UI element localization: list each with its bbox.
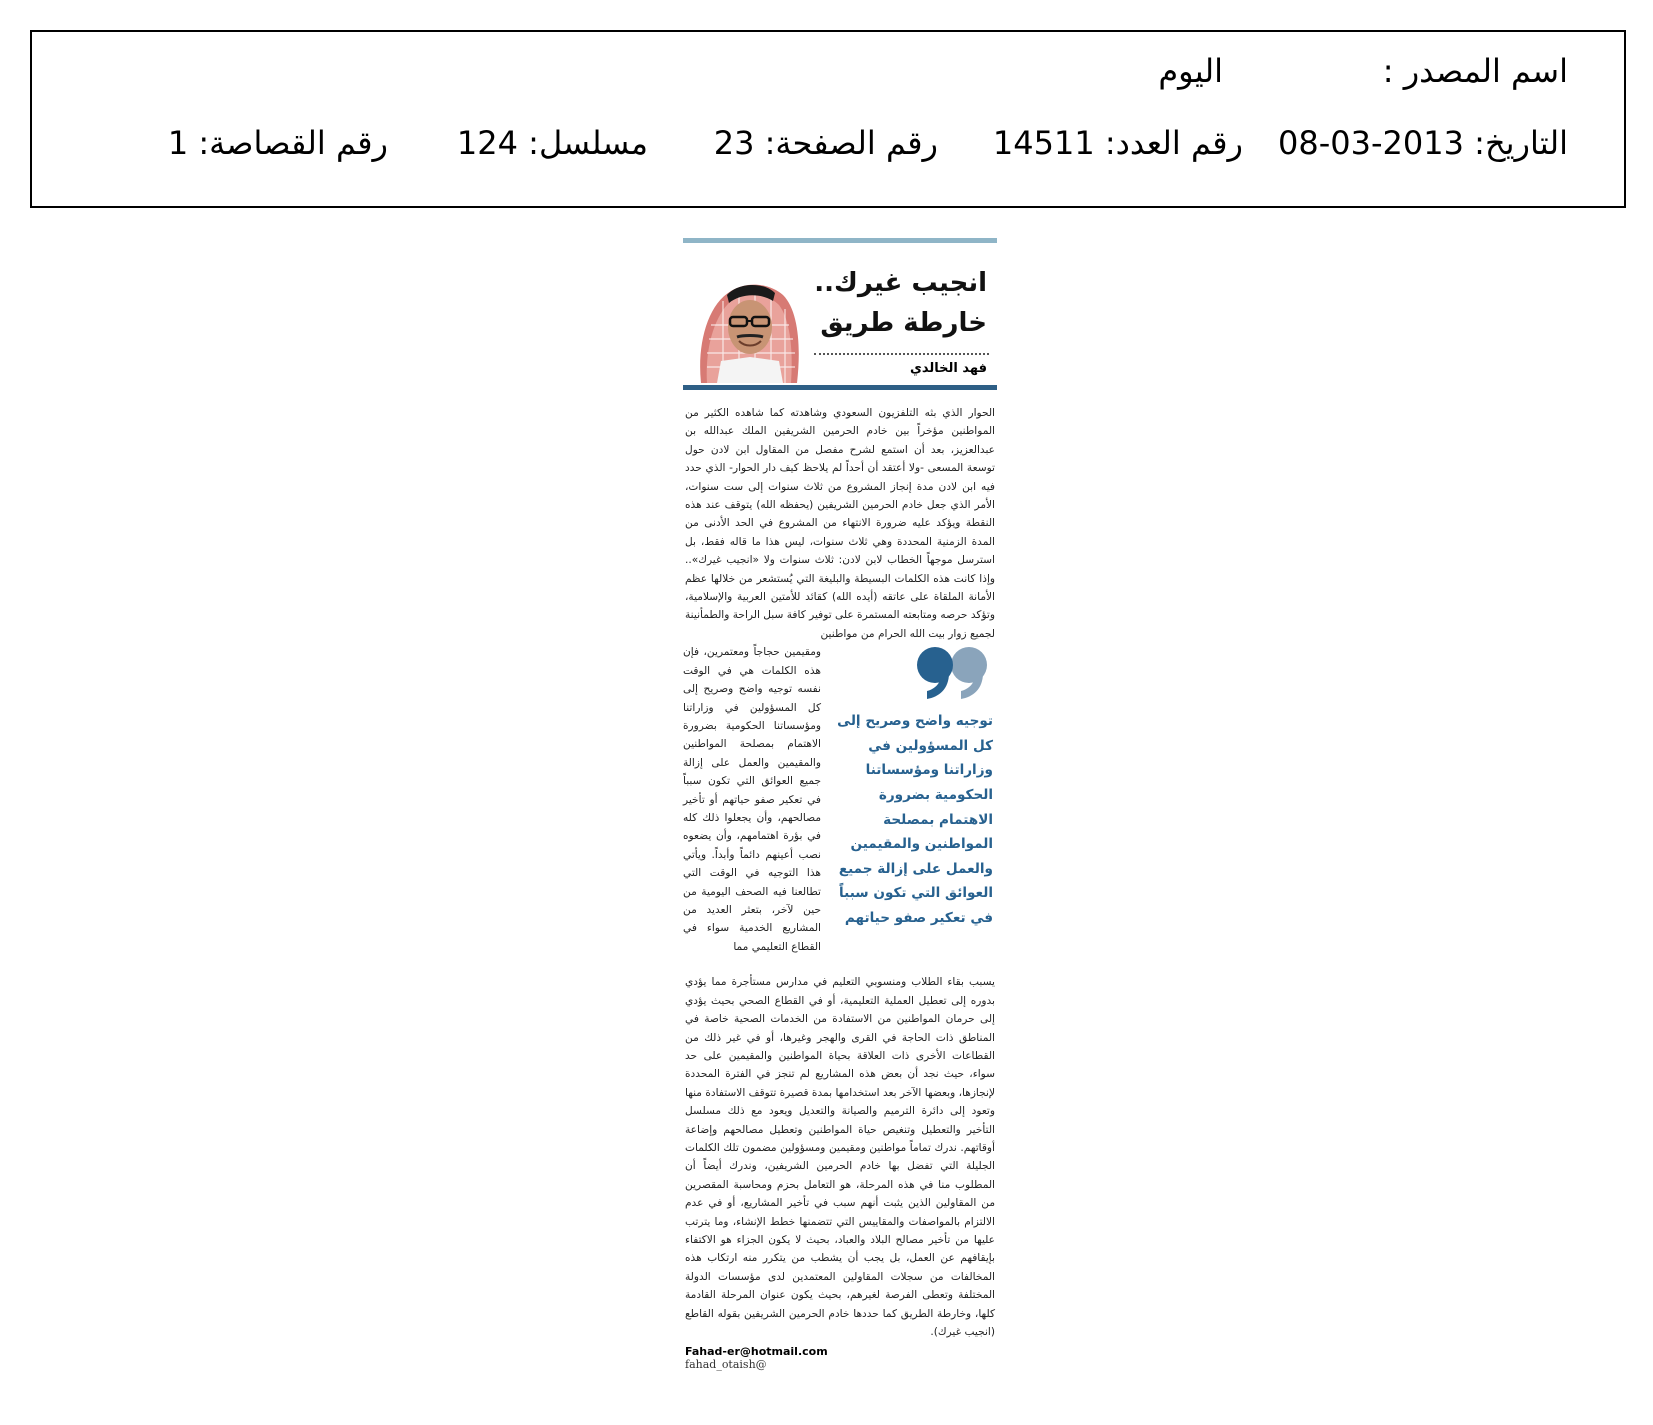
newspaper-clipping: [683, 238, 997, 1371]
page-label: رقم الصفحة:: [764, 124, 938, 162]
serial-label: مسلسل:: [528, 124, 648, 162]
issue-label: رقم العدد:: [1104, 124, 1243, 162]
date-value: 2013-03-08: [1278, 124, 1464, 162]
source-value: اليوم: [1158, 52, 1223, 90]
pull-quote-block: [829, 643, 993, 930]
clip-label: رقم القصاصة:: [198, 124, 388, 162]
author-portrait: [687, 265, 805, 383]
clip-field: [168, 124, 388, 162]
author-twitter: fahad_otaish@: [685, 1358, 767, 1372]
source-row: [32, 52, 1568, 102]
paragraph-side-column: ومقيمين حجاجاً ومعتمرين، فإن هذه الكلمات هي في الوقت نفسه توجيه واضح وصريح إلى كل المسؤولين في وزاراتنا ومؤسساتنا الحكومية بضرورة الاهتمام بمصلحة المواطنين والمقيمين والعمل على إزالة جميع العوائق التي تكون سبباً في تعكير صفو حياتهم أو تأخير مصالحهم، وأن يجعلوا ذلك كله في بؤرة اهتمامهم، وأن يضعوه نصب أعينهم دائماً وأبداً. ويأتي هذا التوجيه في الوقت التي تطالعنا فيه الصحف اليومية من حين لآخر، بتعثر العديد من المشاريع الخدمية سواء في القطاع التعليمي مما: [683, 646, 821, 953]
issue-field: [993, 124, 1243, 162]
article-title: [814, 263, 987, 343]
article-body-top: [683, 390, 997, 643]
pull-quote-text: توجيه واضح وصريح إلى كل المسؤولين في وزاراتنا ومؤسساتنا الحكومية بضرورة الاهتمام بمصلحة المواطنين والمقيمين والعمل على إزالة جميع العوائق التي تكون سبباً في تعكير صفو حياتهم: [837, 713, 993, 927]
paragraph-conclusion: يسبب بقاء الطلاب ومنسوبي التعليم في مدارس مستأجرة مما يؤدي بدوره إلى تعطيل العملية التعليمية، أو في القطاع الصحي بحيث يؤدي إلى حرمان المواطنين من الاستفادة من الخدمات الصحية خاصة في المناطق ذات الحاجة في القرى والهجر وغيرها، أو في غير ذلك من القطاعات الأخرى ذات العلاقة بحياة المواطنين والمقيمين على حد سواء، حيث نجد أن بعض هذه المشاريع لم تنجز في الفترة المحددة لإنجازها، وبعضها الآخر بعد استخدامها بمدة قصيرة تتوقف الاستفادة منها وتعود إلى دائرة الترميم والصيانة والتعديل ويعود مع ذلك مسلسل التأخير والتعطيل وتنغيص حياة المواطنين وتعطيل مصالحهم وإضاعة أوقاتهم. ندرك تماماً مواطنين ومقيمين ومسؤولين مضمون تلك الكلمات الجليلة التي تفضل بها خادم الحرمين الشريفين، وندرك أيضاً أن المطلوب منا في هذه المرحلة، هو التعامل بحزم ومحاسبة المقصرين من المقاولين الذين يثبت أنهم سبب في تأخير المشاريع، أو في عدم الالتزام بالمواصفات والمقاييس التي تتضمنها خطط الإنشاء، وما يترتب عليها من تأخير مصالح البلاد والعباد، بحيث لا يكون الجزاء هو الاكتفاء بإيقافهم عن العمل، بل يجب أن يشطب من يتكرر منه ارتكاب هذه المخالفات من سجلات المقاولين المعتمدين لدى مؤسسات الدولة المختلفة وتعطى الفرصة لغيرهم، بحيث يكون عنوان المرحلة القادمة كلها، وخارطة الطريق كما حددها خادم الحرمين الشريفين بقوله القاطع (انجيب غيرك).: [685, 976, 995, 1338]
quote-mark-icon: [913, 643, 993, 701]
paragraph-intro: الحوار الذي بثه التلفزيون السعودي وشاهدته كما شاهده الكثير من المواطنين مؤخراً بين خادم الحرمين الشريفين الملك عبدالله بن عبدالعزيز، بعد أن استمع لشرح مفصل من المقاول ابن لادن حول توسعة المسعى -ولا أعتقد أن أحداً لم يلاحظ كيف دار الحوار- الذي حدد فيه ابن لادن مدة إنجاز المشروع من ثلاث سنوات إلى ست سنوات، الأمر الذي جعل خادم الحرمين الشريفين (يحفظه الله) يتوقف عند هذه النقطة ويؤكد عليه ضرورة الانتهاء من المشروع في الحد الأدنى من المدة الزمنية المحددة وهي ثلاث سنوات، ليس هذا ما قاله فقط، بل استرسل موجهاً الخطاب لابن لادن: ثلاث سنوات ولا «انجيب غيرك».. وإذا كانت هذه الكلمات البسيطة والبليغة التي يُستشعر من خلالها عظم الأمانة الملقاة على عاتقه (أيده الله) كقائد للأمتين العربية والإسلامية، وتؤكد حرصه ومتابعته المستمرة على توفير كافة سبل الراحة والطمأنينة لجميع زوار بيت الله الحرام من مواطنين: [685, 407, 995, 640]
author-divider: [814, 353, 989, 355]
title-line-2: خارطة طريق: [820, 308, 987, 338]
date-field: [1278, 124, 1568, 162]
details-row: [32, 124, 1568, 174]
serial-field: [457, 124, 648, 162]
article-body-bottom: [683, 973, 997, 1341]
column-header: [683, 243, 997, 385]
author-email: Fahad-er@hotmail.com: [685, 1345, 828, 1359]
page-field: [714, 124, 938, 162]
date-label: التاريخ:: [1474, 124, 1568, 162]
issue-value: 14511: [992, 124, 1095, 162]
clip-value: 1: [167, 124, 189, 162]
author-name: فهد الخالدي: [909, 361, 987, 376]
page-value: 23: [713, 124, 755, 162]
serial-value: 124: [456, 124, 518, 162]
quote-section: [683, 643, 997, 973]
title-line-1: انجيب غيرك..: [814, 268, 987, 298]
source-label: اسم المصدر :: [1382, 52, 1568, 90]
clipping-metadata-box: [30, 30, 1626, 208]
